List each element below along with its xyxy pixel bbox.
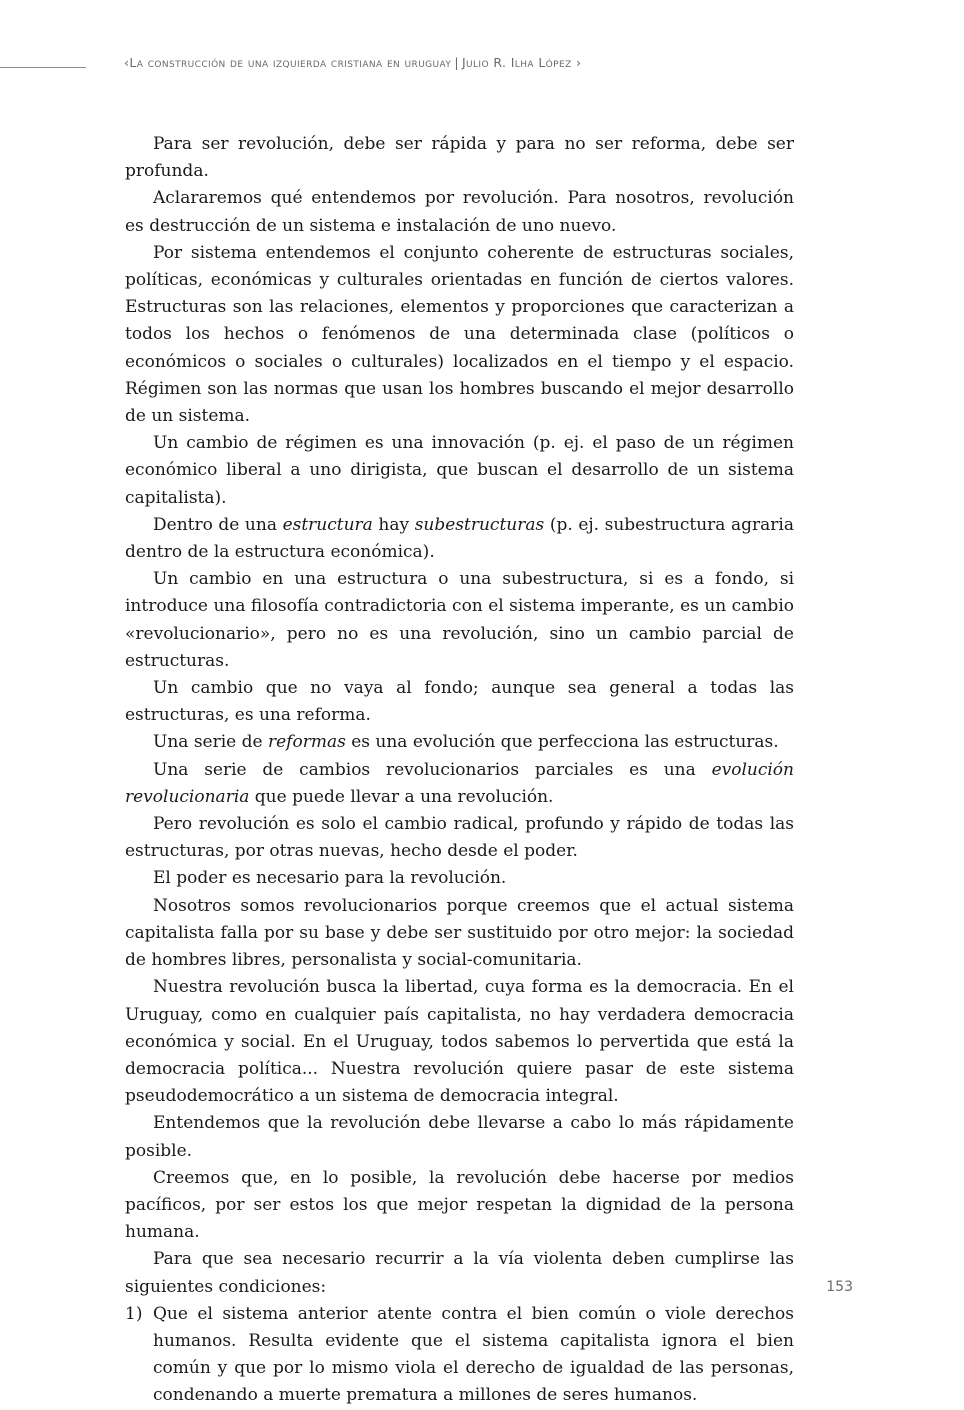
text-run: Dentro de una — [153, 514, 283, 535]
text-run: (p. ej. subestructura agraria dentro de la estructura económica). — [125, 514, 794, 563]
header-separator: | — [454, 55, 459, 70]
paragraph — [125, 512, 794, 566]
italic-term: estructura — [282, 514, 373, 535]
list-number: 1) — [125, 1303, 143, 1324]
list-text: Que el sistema anterior atente contra el bien común o viole derechos humanos. Resulta evidente que el sistema capitalista ignora el bien común y que por lo mismo viola el derecho de igualdad de las personas, condenando a muerte prematura a millones de seres humanos. — [153, 1303, 794, 1406]
paragraph: Nosotros somos revolucionarios porque creemos que el actual sistema capitalista falla por su base y debe ser sustituido por otro mejor: la sociedad de hombres libres, personalista y social-comunitaria. — [125, 895, 794, 971]
paragraph: Aclararemos qué entendemos por revolución. Para nosotros, revolución es destrucción de un sistema e instalación de uno nuevo. — [125, 188, 794, 236]
book-title: ‹La construcción de una izquierda cristiana en uruguay — [124, 55, 452, 70]
paragraph — [125, 729, 794, 756]
paragraph: Creemos que, en lo posible, la revolución debe hacerse por medios pacíficos, por ser estos los que mejor respetan la dignidad de la persona humana. — [125, 1167, 794, 1243]
header-rule — [0, 67, 86, 68]
italic-term: reformas — [267, 732, 346, 753]
paragraph: Un cambio que no vaya al fondo; aunque sea general a todas las estructuras, es una reforma. — [125, 678, 794, 726]
paragraph: Entendemos que la revolución debe llevarse a cabo lo más rápidamente posible. — [125, 1113, 794, 1161]
text-run: hay — [372, 514, 415, 535]
paragraph: El poder es necesario para la revolución. — [153, 868, 507, 889]
text-run: Una serie de cambios revolucionarios parciales es una — [153, 759, 712, 780]
paragraph: Un cambio de régimen es una innovación (p. ej. el paso de un régimen económico liberal a uno dirigista, que buscan el desarrollo de un sistema capitalista). — [125, 433, 794, 508]
paragraph: Para que sea necesario recurrir a la vía violenta deben cumplirse las siguientes condiciones: — [125, 1249, 794, 1297]
author-name: Julio R. Ilha López › — [461, 55, 582, 70]
list-item — [125, 1301, 794, 1410]
paragraph: Para ser revolución, debe ser rápida y para no ser reforma, debe ser profunda. — [125, 134, 794, 182]
paragraph: Pero revolución es solo el cambio radical, profundo y rápido de todas las estructuras, por otras nuevas, hecho desde el poder. — [125, 814, 794, 862]
text-run: es una evolución que perfecciona las estructuras. — [345, 732, 779, 753]
paragraph — [125, 757, 794, 811]
body-text — [125, 131, 794, 1410]
text-run: que puede llevar a una revolución. — [249, 786, 554, 807]
italic-term: subestructuras — [414, 514, 545, 535]
italic-term: evolución revolucionaria — [125, 759, 794, 807]
paragraph: Por sistema entendemos el conjunto coherente de estructuras sociales, políticas, económicas y culturales orientadas en función de ciertos valores. Estructuras son las relaciones, elementos y proporciones que caracterizan a todos los hechos o fenómenos de una determinada clase (políticos o económicos o sociales o culturales) localizados en el tiempo y el espacio. Régimen son las normas que usan los hombres buscando el mejor desarrollo de un sistema. — [125, 242, 794, 427]
paragraph: Nuestra revolución busca la libertad, cuya forma es la democracia. En el Uruguay, como en cualquier país capitalista, no hay verdadera democracia económica y social. En el Uruguay, todos sabemos lo pervertida que está la democracia política... Nuestra revolución quiere pasar de este sistema pseudodemocrático a un sistema de democracia integral. — [125, 977, 794, 1107]
text-run: Una serie de — [153, 732, 268, 753]
running-head — [124, 55, 844, 70]
paragraph: Un cambio en una estructura o una subestructura, si es a fondo, si introduce una filosofía contradictoria con el sistema imperante, es un cambio «revolucionario», pero no es una revolución, sino un cambio parcial de estructuras. — [125, 569, 794, 671]
page-number: 153 — [826, 1279, 853, 1295]
